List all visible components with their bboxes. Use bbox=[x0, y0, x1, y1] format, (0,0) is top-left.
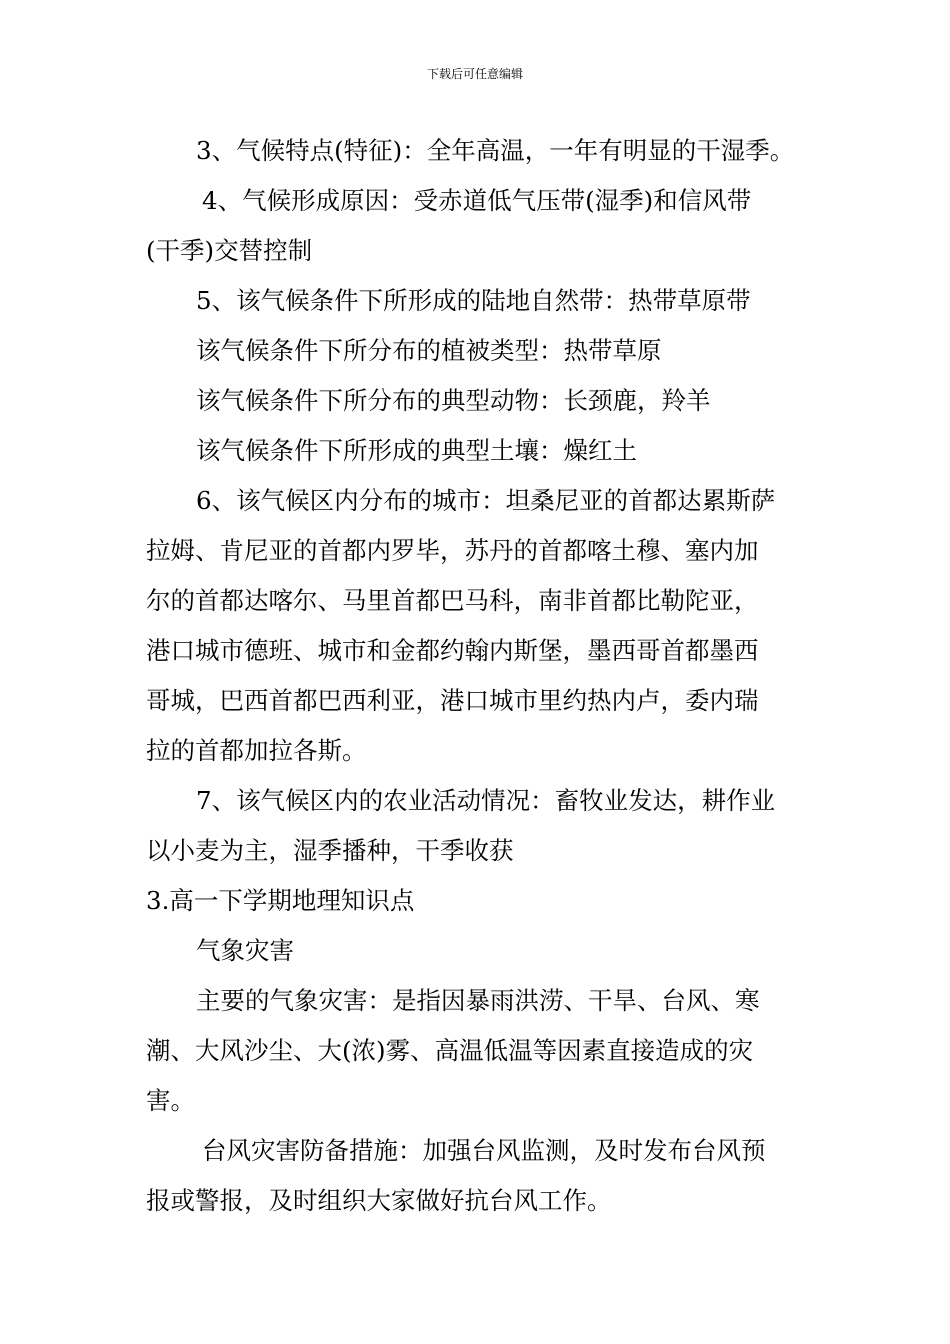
text-line: 尔的首都达喀尔、马里首都巴马科，南非首都比勒陀亚， bbox=[146, 586, 759, 615]
paragraph-agriculture bbox=[146, 776, 826, 876]
text-line: 5、该气候条件下所形成的陆地自然带：热带草原带 bbox=[196, 286, 751, 315]
text-line: 哥城，巴西首都巴西利亚，港口城市里约热内卢，委内瑞 bbox=[146, 686, 759, 715]
paragraph-weather-disasters bbox=[146, 976, 826, 1126]
paragraph-typhoon-measures bbox=[146, 1126, 826, 1226]
paragraph-vegetation bbox=[146, 326, 826, 376]
section-heading bbox=[146, 876, 826, 926]
paragraph-natural-zone bbox=[146, 276, 826, 326]
text-line: 6、该气候区内分布的城市：坦桑尼亚的首都达累斯萨 bbox=[196, 486, 776, 515]
text-line: 潮、大风沙尘、大(浓)雾、高温低温等因素直接造成的灾 bbox=[146, 1036, 754, 1065]
paragraph-cities bbox=[146, 476, 826, 776]
text-line: 港口城市德班、城市和金都约翰内斯堡，墨西哥首都墨西 bbox=[146, 636, 759, 665]
text-line: 气象灾害 bbox=[196, 936, 294, 965]
page-header: 下载后可任意编辑 bbox=[426, 67, 523, 81]
paragraph-climate-causes bbox=[146, 176, 826, 276]
text-line: 该气候条件下所形成的典型土壤：燥红土 bbox=[196, 436, 637, 465]
subheading bbox=[146, 926, 826, 976]
text-line: 4、气候形成原因：受赤道低气压带(湿季)和信风带 bbox=[202, 186, 752, 215]
text-line: 以小麦为主，湿季播种，干季收获 bbox=[146, 836, 514, 865]
document-body bbox=[146, 126, 826, 1226]
text-line: 7、该气候区内的农业活动情况：畜牧业发达，耕作业 bbox=[196, 786, 776, 815]
text-line: 害。 bbox=[146, 1086, 195, 1115]
text-line: 主要的气象灾害：是指因暴雨洪涝、干旱、台风、寒 bbox=[196, 986, 760, 1015]
text-line: 报或警报，及时组织大家做好抗台风工作。 bbox=[146, 1186, 612, 1215]
text-line: 该气候条件下所分布的典型动物：长颈鹿，羚羊 bbox=[196, 386, 711, 415]
text-line: 3.高一下学期地理知识点 bbox=[146, 886, 415, 915]
paragraph-animals bbox=[146, 376, 826, 426]
paragraph-soil bbox=[146, 426, 826, 476]
text-line: (干季)交替控制 bbox=[146, 236, 313, 265]
text-line: 拉的首都加拉各斯。 bbox=[146, 736, 367, 765]
text-line: 拉姆、肯尼亚的首都内罗毕，苏丹的首都喀土穆、塞内加 bbox=[146, 536, 759, 565]
text-line: 台风灾害防备措施：加强台风监测，及时发布台风预 bbox=[202, 1136, 766, 1165]
text-line: 3、气候特点(特征)：全年高温，一年有明显的干湿季。 bbox=[196, 136, 795, 165]
text-line: 该气候条件下所分布的植被类型：热带草原 bbox=[196, 336, 662, 365]
paragraph-climate-features bbox=[146, 126, 826, 176]
